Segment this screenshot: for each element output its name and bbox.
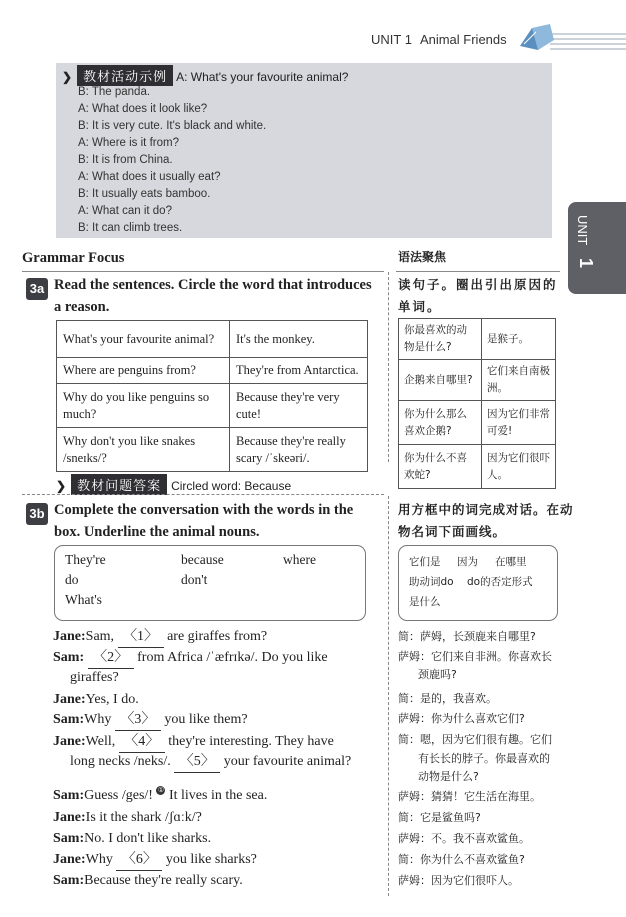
line-text: No. I don't like sharks. (84, 831, 212, 846)
table-cell: 你为什么那么喜欢企鹅? (399, 401, 482, 445)
table-cell: 是猴子。 (482, 319, 556, 360)
word-item-cn: 是什么 (409, 596, 441, 608)
dialogue-line: B: It is from China. (78, 154, 173, 166)
word-item: because (181, 552, 224, 567)
speaker: Sam (53, 788, 80, 803)
conversation-line (70, 668, 119, 688)
line-text: are giraffes from? (163, 629, 268, 644)
answer-text: Circled word: Because (171, 479, 292, 493)
task-number-badge: 3a (26, 278, 48, 300)
translation-line: 简：它是鲨鱼吗? (398, 811, 481, 824)
conversation-line: Jane:Is it the shark /ʃɑːk/? (53, 810, 202, 825)
speaker: Sam (53, 712, 80, 727)
chevron-right-icon: ❯ (56, 479, 67, 493)
word-item: where (283, 552, 316, 567)
line-text: Why (84, 712, 115, 727)
conversation-line: Jane:Why 〈6〉 you like sharks? (53, 850, 257, 871)
line-text: long necks /neks/. (70, 754, 175, 769)
task-instruction: Complete the conversation with the words in the (54, 502, 354, 518)
task-instruction-cn: 物名词下面画线。 (398, 524, 507, 539)
word-item: They're (65, 552, 106, 567)
answer-blank[interactable]: 〈4〉 (119, 732, 165, 753)
divider (22, 494, 384, 495)
conversation-line: Jane:Well, 〈4〉 they're interesting. They have (53, 732, 334, 753)
dialogue-line: B: It is very cute. It's black and white. (78, 120, 267, 132)
section-title-cn: 语法聚焦 (398, 250, 447, 264)
dialogue-line: A: What does it usually eat? (78, 171, 221, 183)
table-row (399, 319, 556, 360)
unit-title (371, 32, 507, 47)
speaker: Jane (53, 629, 81, 644)
line-text: Yes, I do. (85, 692, 139, 707)
answer-blank[interactable]: 〈5〉 (174, 752, 220, 773)
translation-line: 颈鹿吗? (418, 668, 457, 681)
table-row (57, 428, 368, 472)
line-text: Because they're really scary. (84, 873, 243, 888)
line-text: It lives in the sea. (168, 788, 268, 803)
task-instruction: box. Underline the animal nouns. (54, 524, 260, 540)
line-text: they're interesting. They have (164, 734, 334, 749)
table-cell: Why don't you like snakes /sneɪks/? (57, 428, 230, 472)
dialogue-line: A: What can it do? (78, 205, 172, 217)
line-text: Guess /ges/! (84, 788, 157, 803)
table-row (57, 321, 368, 358)
example-dialogue-box (56, 63, 552, 238)
translation-line: 萨姆：你为什么喜欢它们? (398, 712, 525, 725)
word-item-cn: do的否定形式 (467, 576, 533, 588)
divider (22, 271, 384, 272)
book-logo-icon (510, 20, 626, 56)
line-text: you like them? (160, 712, 248, 727)
table-cell: 你最喜欢的动物是什么? (399, 319, 482, 360)
note-marker-icon: ① (157, 787, 165, 794)
answer-blank[interactable]: 〈6〉 (116, 850, 162, 871)
answer-blank[interactable]: 〈3〉 (115, 710, 161, 731)
translation-line: 萨姆：因为它们很吓人。 (398, 874, 519, 887)
task-number-badge: 3b (26, 503, 48, 525)
answer-line (56, 474, 291, 495)
task-instruction-cn: 用方框中的词完成对话。在动 (398, 502, 574, 517)
word-box-cn (398, 545, 558, 621)
line-text: Is it the shark /ʃɑːk/? (85, 810, 202, 825)
conversation-line: Sam: 〈2〉 from Africa /ˈæfrɪkə/. Do you like (53, 648, 328, 669)
answer-blank[interactable]: 〈2〉 (88, 648, 134, 669)
unit-number: UNIT 1 (371, 32, 412, 47)
table-cell: 因为它们很吓人。 (482, 445, 556, 489)
translation-line: 简：嗯，因为它们很有趣。它们 (398, 733, 552, 746)
line-text: Why (85, 852, 117, 867)
dialogue-line: A: What's your favourite animal? (176, 70, 349, 84)
word-item-cn: 在哪里 (495, 556, 527, 568)
chevron-right-icon: ❯ (62, 70, 73, 84)
conversation-line: Sam:Why 〈3〉 you like them? (53, 710, 248, 731)
speaker: Sam (53, 873, 80, 888)
translation-line: 有长长的脖子。你最喜欢的 (418, 752, 550, 765)
word-item: What's (65, 592, 102, 607)
speaker: Jane (53, 692, 81, 707)
unit-name: Animal Friends (419, 32, 507, 47)
task-instruction-cn: 单词。 (398, 299, 442, 314)
task-instruction: a reason. (54, 299, 110, 315)
table-cell: Because they're very cute! (230, 384, 368, 428)
table-row (399, 401, 556, 445)
line-text: giraffes? (70, 670, 119, 685)
translation-line: 简：萨姆，长颈鹿来自哪里? (398, 630, 536, 643)
side-tab-number: 1 (576, 258, 596, 269)
line-text: Well, (85, 734, 119, 749)
translation-line: 萨姆：它们来自非洲。你喜欢长 (398, 650, 552, 663)
table-row (399, 360, 556, 401)
page-header (0, 0, 626, 58)
word-item-cn: 助动词do (409, 576, 454, 588)
divider (396, 271, 560, 272)
speaker: Sam (53, 650, 80, 665)
speaker: Jane (53, 734, 81, 749)
translation-line: 简：是的，我喜欢。 (398, 692, 497, 705)
table-cell: 因为它们非常可爱! (482, 401, 556, 445)
line-text: you like sharks? (162, 852, 257, 867)
conversation-line: Jane:Sam, 〈1〉 are giraffes from? (53, 627, 267, 648)
table-cell: Because they're really scary /ˈskeəri/. (230, 428, 368, 472)
conversation-line (70, 752, 351, 773)
dialogue-line: B: It usually eats bamboo. (78, 188, 211, 200)
task-instruction: Read the sentences. Circle the word that introduces (54, 277, 372, 293)
line-text: from Africa /ˈæfrɪkə/. Do you like (133, 650, 328, 665)
column-divider (388, 272, 389, 462)
conversation-line: Sam:Because they're really scary. (53, 873, 243, 888)
translation-line: 萨姆：猜猜！它生活在海里。 (398, 790, 541, 803)
table-cell: Why do you like penguins so much? (57, 384, 230, 428)
table-cell: 企鹅来自哪里? (399, 360, 482, 401)
section-title: Grammar Focus (22, 250, 125, 266)
table-row (57, 358, 368, 384)
word-box (54, 545, 366, 621)
table-cell: They're from Antarctica. (230, 358, 368, 384)
word-item: do (65, 572, 79, 587)
table-cell: What's your favourite animal? (57, 321, 230, 358)
example-tag: 教材活动示例 (77, 65, 173, 86)
table-row (399, 445, 556, 489)
dialogue-line: A: Where is it from? (78, 137, 179, 149)
word-item-cn: 它们是 (409, 556, 441, 568)
line-text: Sam, (85, 629, 118, 644)
answer-blank[interactable]: 〈1〉 (118, 627, 164, 648)
column-divider (388, 496, 389, 896)
table-row (57, 384, 368, 428)
dialogue-line: A: What does it look like? (78, 103, 208, 115)
table-cell: It's the monkey. (230, 321, 368, 358)
translation-line: 萨姆：不。我不喜欢鲨鱼。 (398, 832, 530, 845)
table-cell: 它们来自南极洲。 (482, 360, 556, 401)
task-instruction-cn: 读句子。圈出引出原因的 (398, 277, 558, 292)
conversation-line: Sam:No. I don't like sharks. (53, 831, 212, 846)
translation-line: 动物是什么? (418, 770, 479, 783)
word-item: don't (181, 572, 208, 587)
table-cell: 你为什么不喜欢蛇? (399, 445, 482, 489)
speaker: Sam (53, 831, 80, 846)
line-text: your favourite animal? (220, 754, 352, 769)
word-item-cn: 因为 (457, 556, 478, 568)
reason-table (56, 320, 368, 472)
side-tab-label: UNIT (575, 215, 590, 246)
translation-line: 简：你为什么不喜欢鲨鱼? (398, 853, 525, 866)
conversation-line: Sam:Guess /ges/! ① It lives in the sea. (53, 787, 268, 803)
table-cell: Where are penguins from? (57, 358, 230, 384)
conversation-line: Jane:Yes, I do. (53, 692, 139, 707)
speaker: Jane (53, 810, 81, 825)
dialogue-line: B: The panda. (78, 86, 151, 98)
answer-tag: 教材问题答案 (71, 474, 167, 495)
speaker: Jane (53, 852, 81, 867)
reason-table-cn (398, 318, 556, 489)
dialogue-line: B: It can climb trees. (78, 222, 183, 234)
example-header (62, 65, 348, 86)
